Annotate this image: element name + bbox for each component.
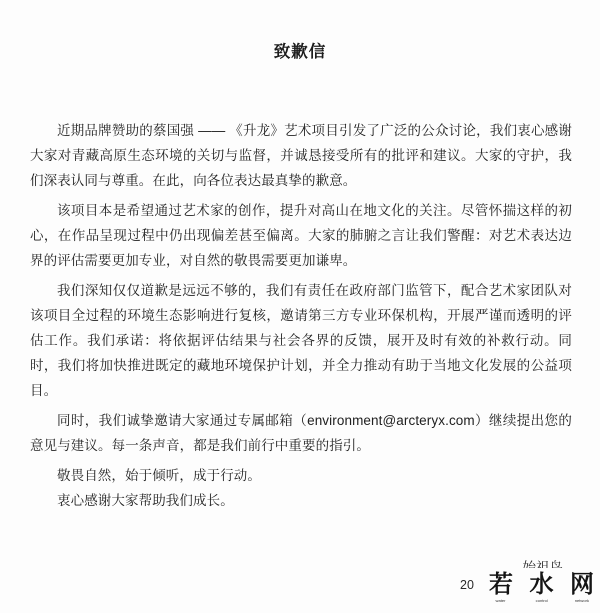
watermark-char-wang: 网 <box>570 571 594 598</box>
watermark-char-group <box>489 572 513 604</box>
ruoshui-watermark <box>485 568 600 613</box>
watermark-subtext-2: control <box>535 598 548 603</box>
date-partial: 20 <box>460 578 474 592</box>
closing-line-motto: 敬畏自然，始于倾听，成于行动。 <box>57 468 261 483</box>
watermark-char-ruo: 若 <box>489 571 513 598</box>
watermark-subtext-1: water <box>496 598 506 603</box>
letter-body <box>30 118 572 513</box>
watermark-char-group <box>570 572 594 604</box>
paragraph-remedy: 我们深知仅仅道歉是远远不够的，我们有责任在政府部门监管下，配合艺术家团队对该项目全过程的环境生态影响进行复核，邀请第三方专业环保机构，开展严谨而透明的评估工作。我们承诺：将依据评估结果与社会各界的反馈，展开及时有效的补救行动。同时，我们将加快推进既定的藏地环境保护计划，并全力推动有助于当地文化发展的公益项目。 <box>30 283 572 398</box>
page-title: 致歉信 <box>273 43 327 61</box>
closing-line-thanks: 衷心感谢大家帮助我们成长。 <box>57 493 234 508</box>
watermark-char-group <box>530 572 554 604</box>
watermark-subtext-3: network <box>574 598 590 603</box>
paragraph-intro: 近期品牌赞助的蔡国强 —— 《升龙》艺术项目引发了广泛的公众讨论，我们衷心感谢大家对青藏高原生态环境的关切与监督，并诚恳接受所有的批评和建议。大家的守护，我们深表认同与尊重。在此，向各位表达最真挚的歉意。 <box>30 123 572 188</box>
paragraph-reflection: 该项目本是希望通过艺术家的创作，提升对高山在地文化的关注。尽管怀揣这样的初心，在作品呈现过程中仍出现偏差甚至偏离。大家的肺腑之言让我们警醒：对艺术表达边界的评估需要更加专业，对自然的敬畏需要更加谦卑。 <box>30 203 572 268</box>
watermark-char-shui: 水 <box>529 571 554 598</box>
paragraph-contact-email: 同时，我们诚挚邀请大家通过专属邮箱（environment@arcteryx.com）继续提出您的意见与建议。每一条声音，都是我们前行中重要的指引。 <box>30 413 572 453</box>
closing-lines <box>30 463 572 513</box>
